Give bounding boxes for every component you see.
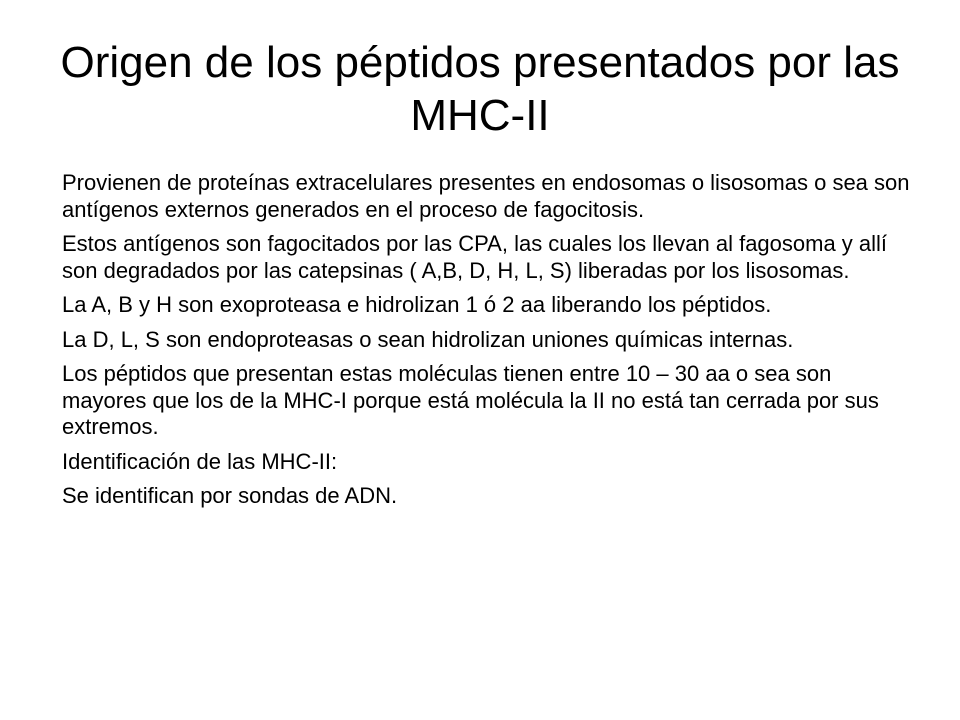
paragraph-dna-probes: Se identifican por sondas de ADN. bbox=[62, 483, 398, 508]
slide-title: Origen de los péptidos presentados por las MHC-II bbox=[60, 38, 900, 140]
paragraph-identification-heading: Identificación de las MHC-II: bbox=[62, 448, 338, 474]
paragraph-origin: Provienen de proteínas extracelulares presentes en endosomas o lisosomas o sea son antígenos externos generados en el proceso de fagocitosis. bbox=[62, 170, 910, 222]
paragraph-phagocytosis: Estos antígenos son fagocitados por las CPA, las cuales los llevan al fagosoma y allí son degradados por las catepsinas ( A,B, D, H, L, S) liberadas por los lisosomas. bbox=[62, 231, 888, 283]
paragraph-exoproteases: La A, B y H son exoproteasa e hidrolizan 1 ó 2 aa liberando los péptidos. bbox=[62, 292, 772, 317]
paragraph-endoproteases: La D, L, S son endoproteasas o sean hidrolizan uniones químicas internas. bbox=[62, 326, 794, 352]
slide-body bbox=[62, 170, 912, 518]
paragraph-peptide-size: Los péptidos que presentan estas moléculas tienen entre 10 – 30 aa o sea son mayores que los de la MHC-I porque está molécula la II no está tan cerrada por sus extremos. bbox=[62, 361, 879, 439]
